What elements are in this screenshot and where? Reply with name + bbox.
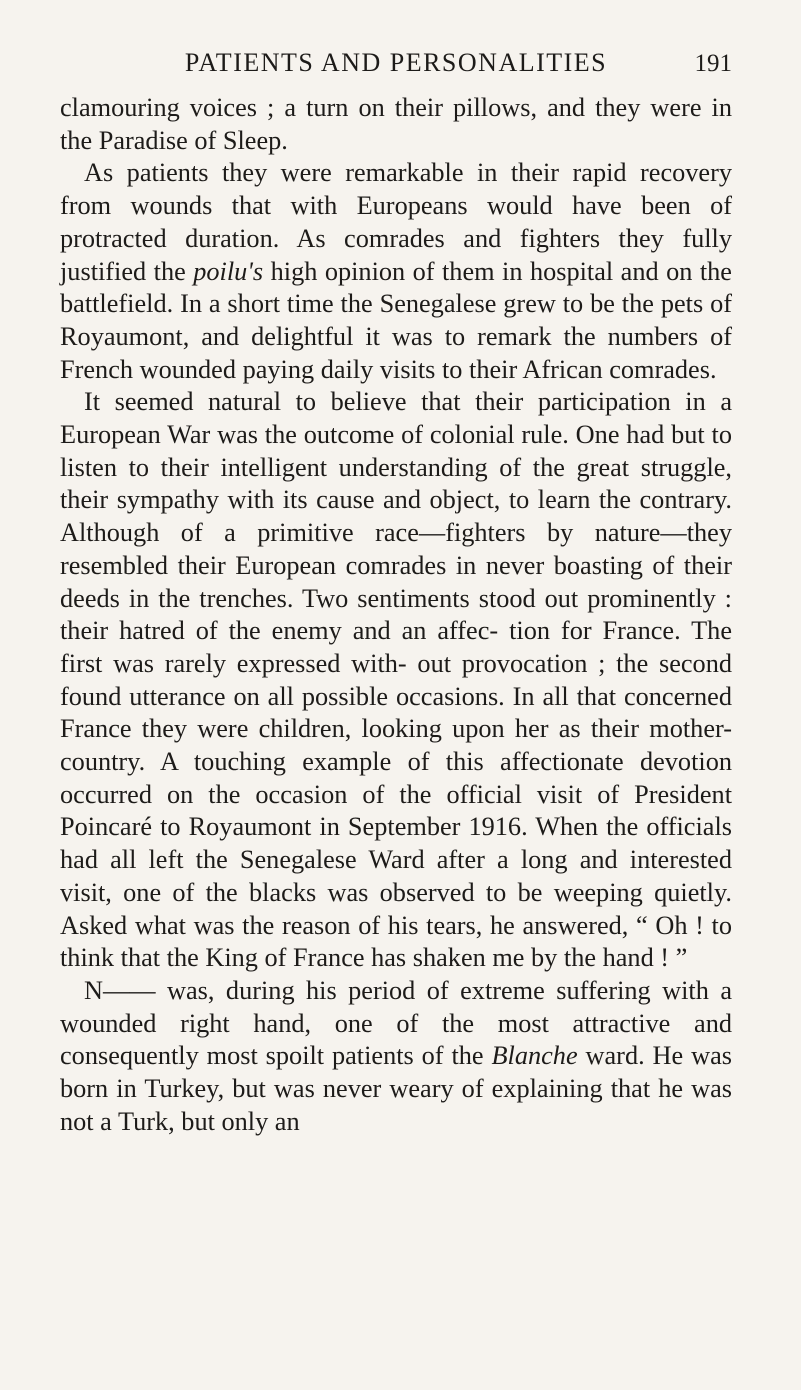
paragraph bbox=[60, 975, 732, 1139]
text-run: N—— was, during his period of extreme suffering with a wounded right hand, one of the most attractive and consequently most spoilt patients of the bbox=[60, 975, 732, 1071]
text-run: As patients they were remarkable in their rapid recovery from wounds that with Europeans would have been of protracted duration. As comrades and fighters they fully justified the bbox=[60, 158, 732, 286]
text-run: clamouring voices ; a turn on their pillows, and they were in the Paradise of Sleep. bbox=[60, 93, 732, 155]
body-text bbox=[60, 92, 732, 1139]
page-number: 191 bbox=[694, 50, 732, 77]
text-run: ward. He was born in Turkey, but was never weary of explaining that he was not a Turk, but only an bbox=[60, 1041, 732, 1136]
paragraph bbox=[60, 92, 732, 157]
italic-term: Blanche bbox=[491, 1041, 578, 1071]
italic-term: poilu's bbox=[193, 256, 264, 286]
running-head bbox=[60, 48, 732, 88]
text-run: high opinion of them in hospital and on the battlefield. In a short time the Senegalese grew to be the pets of Royaumont, and delightful it was to remark the numbers of French wounded paying daily visits to their African comrades. bbox=[60, 256, 732, 384]
paragraph bbox=[60, 386, 732, 975]
text-run: It seemed natural to believe that their participation in a European War was the outcome of colonial rule. One had but to listen to their intelligent understanding of the great struggle, their sympathy with its cause and object, to learn the contrary. Although of a primitive race—fighters by nature—they resembled their European comrades in never boasting of their deeds in the trenches. Two sentiments stood out prominently : their hatred of the enemy and an affec- tion for France. The first was rarely expressed with- out provocation ; the second found utterance on all possible occasions. In all that concerned France they were children, looking upon her as their mother- country. A touching example of this affectionate devotion occurred on the occasion of the official visit of President Poincaré to Royaumont in September 1916. When the officials had all left the Senegalese Ward after a long and interested visit, one of the blacks was observed to be weeping quietly. Asked what was the reason of his tears, he answered, “ Oh ! to think that the King of France has shaken me by the hand ! ” bbox=[60, 387, 732, 973]
running-head-title: PATIENTS AND PERSONALITIES bbox=[184, 48, 608, 77]
paragraph bbox=[60, 157, 732, 386]
